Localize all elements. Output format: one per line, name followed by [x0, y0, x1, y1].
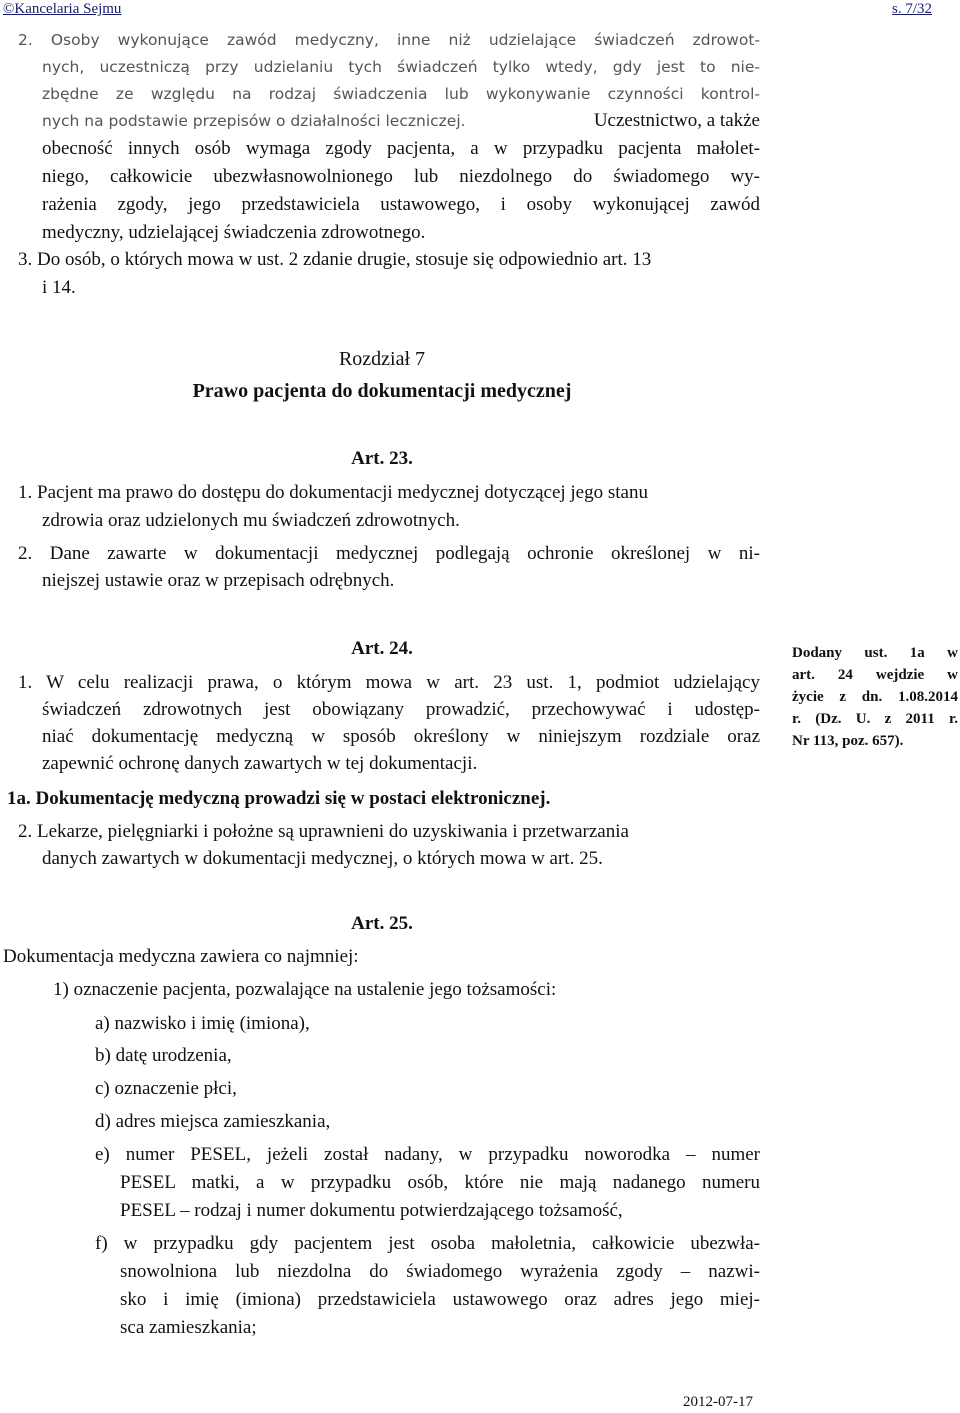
art25-item-1: 1) oznaczenie pacjenta, pozwalające na ustalenie jego tożsamości: [53, 979, 557, 1000]
page-number: s. 7/32 [892, 1, 933, 17]
art25-heading: Art. 25. [351, 913, 413, 934]
side-note-line-1: Dodany ust. 1a w [792, 645, 958, 661]
chapter-number: Rozdział 7 [338, 348, 426, 370]
art24-p1-line-4: zapewnić ochronę danych zawartych w tej dokumentacji. [42, 753, 478, 774]
para2-cont-line-3: rażenia zgody, jego przedstawiciela ustawowego, i osoby wykonującej zawód [42, 194, 760, 215]
para2-line-1: 2. Osoby wykonujące zawód medyczny, inne niż udzielające świadczeń zdrowot- [18, 31, 760, 49]
para3-line-2: i 14. [42, 277, 76, 298]
art24-p1-line-3: niać dokumentację medyczną w sposób określony w niniejszym rozdziale oraz [42, 726, 760, 747]
para2-line-4: nych na podstawie przepisów o działalności leczniczej. [42, 112, 466, 130]
header-source-link[interactable]: ©Kancelaria Sejmu [3, 1, 122, 17]
art25-sub-f-line-2: snowolniona lub niezdolna do świadomego wyrażenia zgody – nazwi- [120, 1261, 760, 1282]
para2-cont-line-2: niego, całkowicie ubezwłasnowolnionego lub niezdolnego do świadomego wy- [42, 166, 760, 187]
para2-line-2: nych, uczestniczą przy udzielaniu tych świadczeń tylko wtedy, gdy jest to nie- [42, 58, 760, 76]
art25-sub-a: a) nazwisko i imię (imiona), [95, 1013, 310, 1034]
art25-intro: Dokumentacja medyczna zawiera co najmniej: [3, 946, 359, 967]
para2-continuation-start: Uczestnictwo, a także [593, 110, 760, 131]
art25-sub-b: b) datę urodzenia, [95, 1045, 232, 1066]
art25-sub-c: c) oznaczenie płci, [95, 1078, 237, 1099]
art24-heading: Art. 24. [351, 638, 413, 659]
art23-p1-line-1: 1. Pacjent ma prawo do dostępu do dokumentacji medycznej dotyczącej jego stanu [18, 482, 648, 503]
chapter-title: Prawo pacjenta do dokumentacji medycznej [192, 380, 572, 402]
art24-p1-line-1: 1. W celu realizacji prawa, o którym mowa w art. 23 ust. 1, podmiot udzielający [18, 672, 760, 693]
art23-p1-line-2: zdrowia oraz udzielonych mu świadczeń zdrowotnych. [42, 510, 460, 531]
para2-cont-line-1: obecność innych osób wymaga zgody pacjenta, a w przypadku pacjenta małolet- [42, 138, 760, 159]
art25-sub-e-line-3: PESEL – rodzaj i numer dokumentu potwierdzającego tożsamość, [120, 1200, 623, 1221]
art23-p2-line-2: niejszej ustawie oraz w przepisach odrębnych. [42, 570, 395, 591]
footer-date: 2012-07-17 [683, 1394, 753, 1410]
art25-sub-f-line-4: sca zamieszkania; [120, 1317, 257, 1338]
para3-line-1: 3. Do osób, o których mowa w ust. 2 zdanie drugie, stosuje się odpowiednio art. 13 [18, 249, 652, 270]
art25-sub-f-line-3: sko i imię (imiona) przedstawiciela ustawowego oraz adres jego miej- [120, 1289, 760, 1310]
art25-sub-e-line-2: PESEL matki, a w przypadku osób, które nie mają nadanego numeru [120, 1172, 760, 1193]
art25-sub-f-line-1: f) w przypadku gdy pacjentem jest osoba małoletnia, całkowicie ubezwła- [95, 1233, 760, 1254]
art25-sub-d: d) adres miejsca zamieszkania, [95, 1111, 331, 1132]
para2-line-3: zbędne ze względu na rodzaj świadczenia lub wykonywanie czynności kontrol- [42, 85, 760, 103]
side-note-line-4: r. (Dz. U. z 2011 r. [792, 711, 958, 727]
art25-sub-e-line-1: e) numer PESEL, jeżeli został nadany, w przypadku noworodka – numer [95, 1144, 760, 1165]
side-note-line-2: art. 24 wejdzie w [792, 667, 958, 683]
art24-p2-line-2: danych zawartych w dokumentacji medycznej, o których mowa w art. 25. [42, 848, 603, 869]
art24-p2-line-1: 2. Lekarze, pielęgniarki i położne są uprawnieni do uzyskiwania i przetwarzania [18, 821, 629, 842]
art24-p1-line-2: świadczeń zdrowotnych jest obowiązany prowadzić, przechowywać i udostęp- [42, 699, 760, 720]
side-note-line-3: życie z dn. 1.08.2014 [792, 689, 958, 705]
art23-heading: Art. 23. [351, 448, 413, 469]
side-note-line-5: Nr 113, poz. 657). [792, 733, 904, 749]
art24-p1a: 1a. Dokumentację medyczną prowadzi się w postaci elektronicznej. [7, 788, 551, 809]
art23-p2-line-1: 2. Dane zawarte w dokumentacji medycznej podlegają ochronie określonej w ni- [18, 543, 760, 564]
para2-cont-line-4: medyczny, udzielającej świadczenia zdrowotnego. [42, 222, 426, 243]
